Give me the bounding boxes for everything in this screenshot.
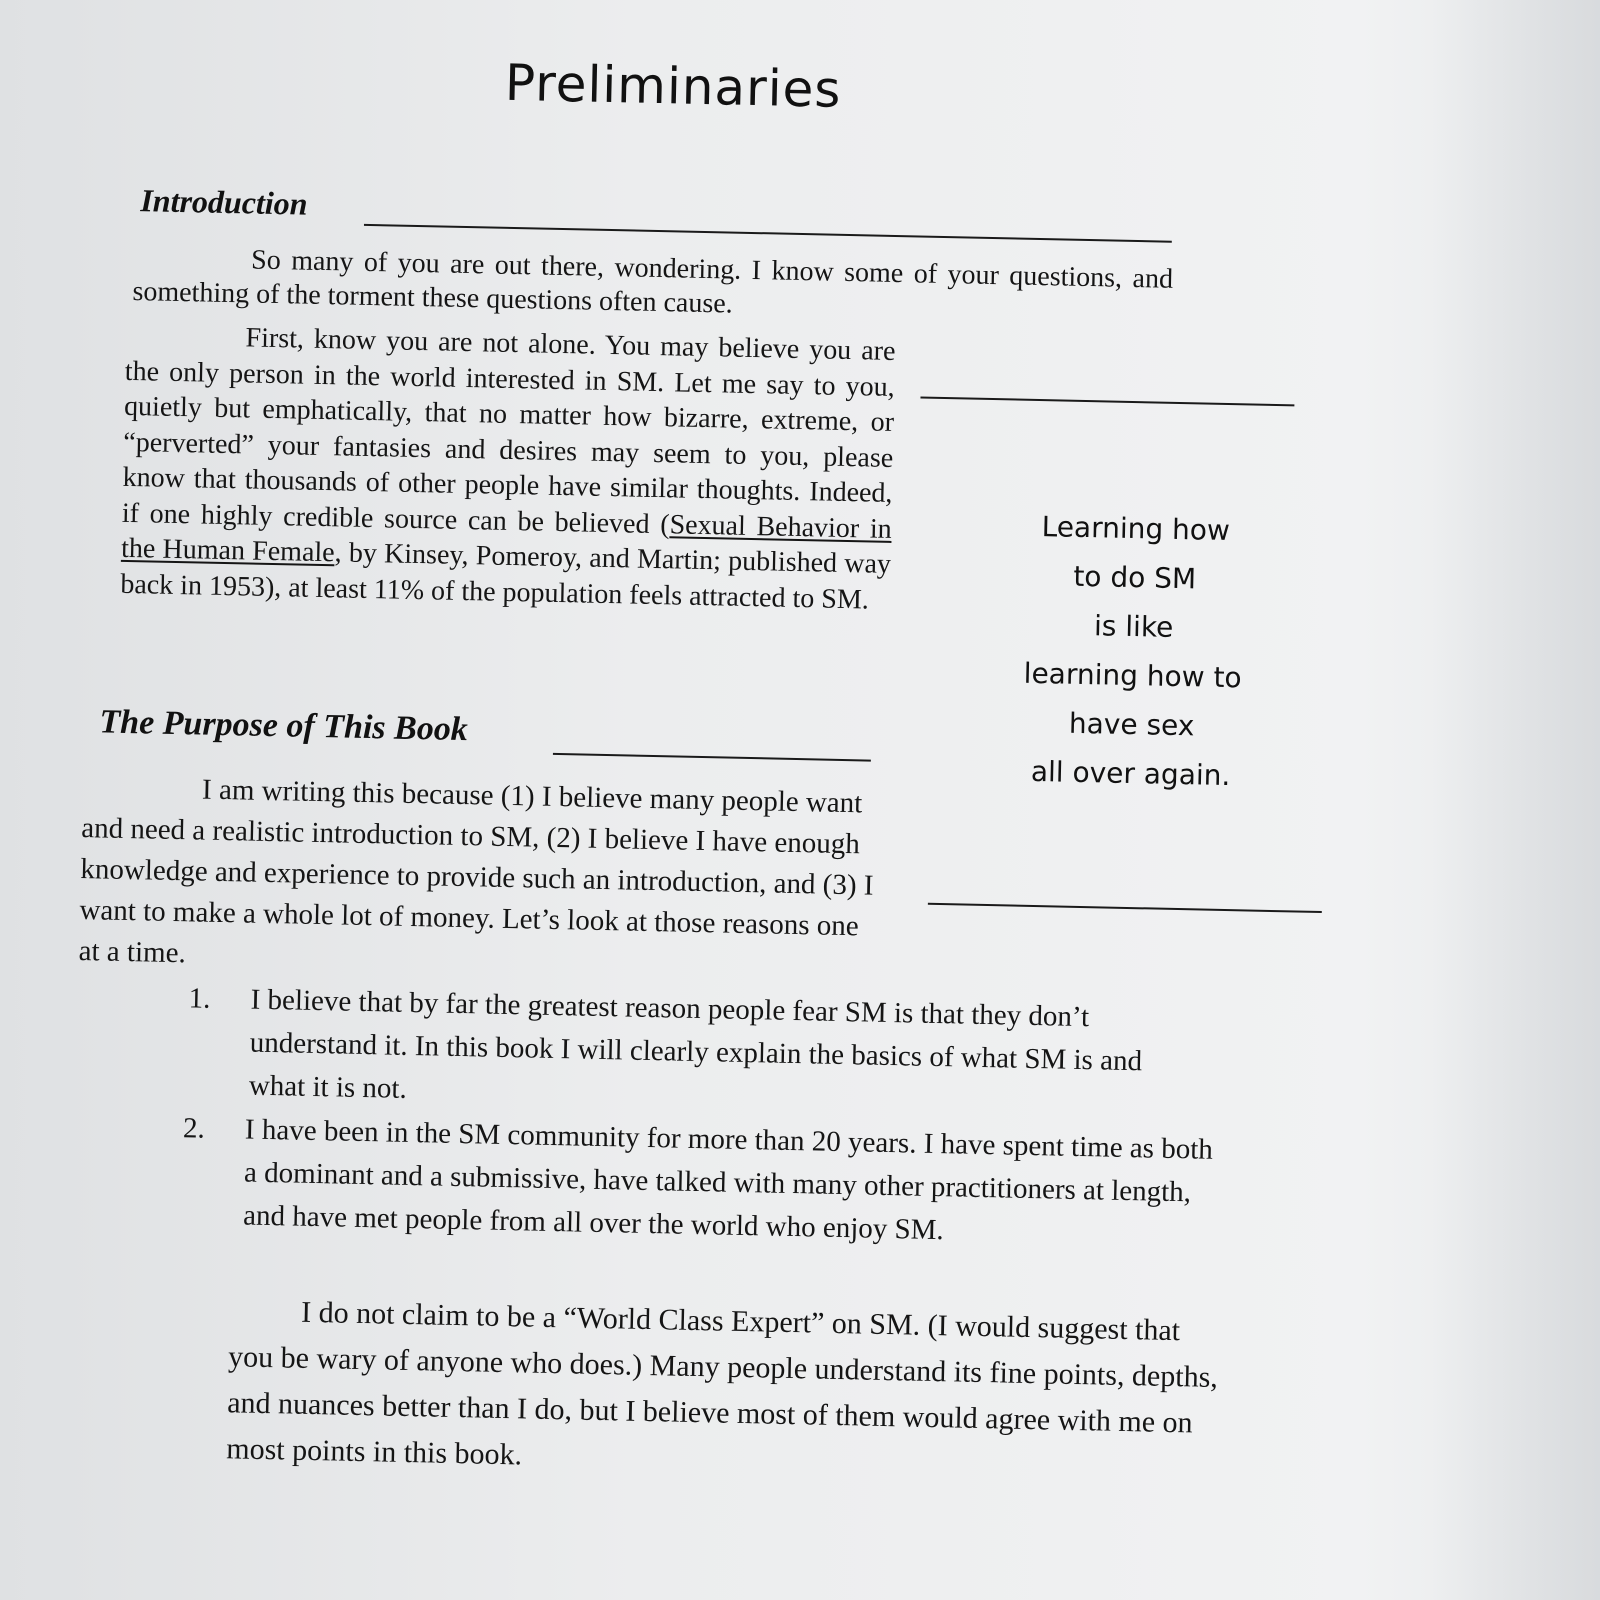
list-item	[182, 1109, 1225, 1258]
pull-quote-line: learning how to	[1023, 656, 1242, 695]
introduction-heading: Introduction	[140, 182, 308, 222]
purpose-heading: The Purpose of This Book	[99, 703, 469, 749]
pull-quote-line: is like	[1093, 609, 1174, 644]
pull-quote	[1000, 501, 1266, 800]
margin-rule-1	[920, 397, 1294, 407]
page-title: Preliminaries	[504, 53, 842, 119]
list-item-number: 2.	[182, 1112, 206, 1145]
purpose-paragraph-1: I am writing this because (1) I believe many people want and need a realistic introduction to SM, (2) I believe I have enough knowledge and experience to provide such an introduction, and (3) I want to make a whole lot of money. Let’s look at those reasons one at a time.	[78, 773, 874, 970]
pull-quote-line: Learning how	[1041, 510, 1231, 548]
list-item-text: I believe that by far the greatest reason people fear SM is that they don’t understand it. In this book I will clearly explain the basics of what SM is and what it is not.	[248, 983, 1143, 1105]
book-citation-link: Sexual Behavior in the Human Female	[120, 508, 893, 569]
margin-rule-2	[928, 903, 1322, 913]
list-item-text: I have been in the SM community for more than 20 years. I have spent time as both a dominant and a submissive, have talked with many other practitioners at length, and have met people from all over the world who enjoy SM.	[242, 1113, 1214, 1247]
purpose-heading-rule	[553, 753, 871, 762]
pull-quote-line: have sex	[1068, 706, 1195, 743]
introduction-paragraph-2	[120, 318, 896, 618]
introduction-paragraph-2-end: , by Kinsey, Pomeroy, and Martin; published way back in 1953), at least 11% of the population feels attracted to SM.	[120, 537, 892, 615]
list-item-number: 1.	[188, 982, 211, 1015]
purpose-paragraph-2: I do not claim to be a “World Class Expert” on SM. (I would suggest that you be wary of anyone who does.) Many people understand its fine points, depths, and nuances better than I do, but I believe most of them would agree with me on most points in this book.	[225, 1295, 1219, 1472]
introduction-paragraph-2-start: First, know you are not alone. You may believe you are the only person in the world interested in SM. Let me say to you, quietly but emphatically, that no matter how bizarre, extreme, or “perverted” your fantasies and desires may seem to you, please know that thousands of other people have similar thoughts. Indeed, if one highly credible source can be believed (	[121, 322, 896, 540]
list-item	[188, 979, 1200, 1128]
pull-quote-line: to do SM	[1073, 559, 1197, 596]
introduction-heading-rule	[364, 224, 1172, 243]
pull-quote-line: all over again.	[1030, 754, 1231, 793]
introduction-paragraph-1: So many of you are out there, wondering. I know some of your questions, and something of the torment these questions often cause.	[132, 244, 1174, 320]
